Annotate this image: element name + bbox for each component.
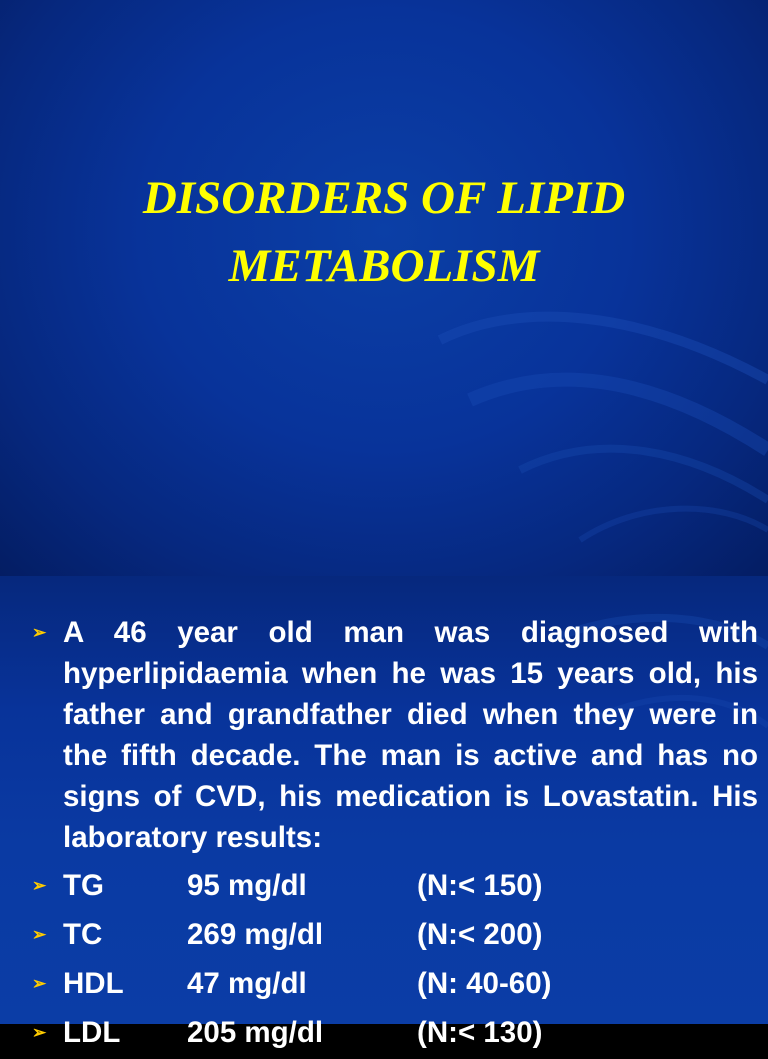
- lab-row: [30, 912, 758, 961]
- bullet-arrow-icon: ➢: [32, 1023, 47, 1042]
- lab-value: 95 mg/dl: [187, 869, 307, 902]
- lab-value: 47 mg/dl: [187, 967, 307, 1000]
- case-bullet: [30, 612, 758, 858]
- bullet-arrow-icon: ➢: [32, 974, 47, 993]
- lab-row: [30, 863, 758, 912]
- bullet-arrow-icon: ➢: [32, 925, 47, 944]
- title-line-1: DISORDERS OF LIPID: [142, 172, 626, 224]
- lab-normal-range: (N:< 200): [417, 918, 543, 951]
- lab-name: TC: [63, 918, 103, 951]
- case-description: A 46 year old man was diagnosed with hyperlipidaemia when he was 15 years old, his father and grandfather died when they were in the fifth decade. The man is active and has no signs of CVD, his medication is Lovastatin. His laboratory results:: [63, 616, 758, 854]
- lab-row: [30, 1010, 758, 1059]
- lab-name: TG: [63, 869, 104, 902]
- lab-normal-range: (N: 40-60): [417, 967, 552, 1000]
- lab-row: [30, 961, 758, 1010]
- bullet-list: [30, 612, 758, 1059]
- slide-title: [0, 164, 768, 300]
- lab-value: 269 mg/dl: [187, 918, 324, 951]
- bullet-arrow-icon: ➢: [32, 623, 47, 642]
- lab-name: LDL: [63, 1016, 121, 1049]
- lab-normal-range: (N:< 130): [417, 1016, 543, 1049]
- case-slide: [0, 576, 768, 1049]
- bullet-arrow-icon: ➢: [32, 876, 47, 895]
- lab-name: HDL: [63, 967, 124, 1000]
- lab-value: 205 mg/dl: [187, 1016, 324, 1049]
- lab-normal-range: (N:< 150): [417, 869, 543, 902]
- title-line-2: METABOLISM: [228, 240, 540, 292]
